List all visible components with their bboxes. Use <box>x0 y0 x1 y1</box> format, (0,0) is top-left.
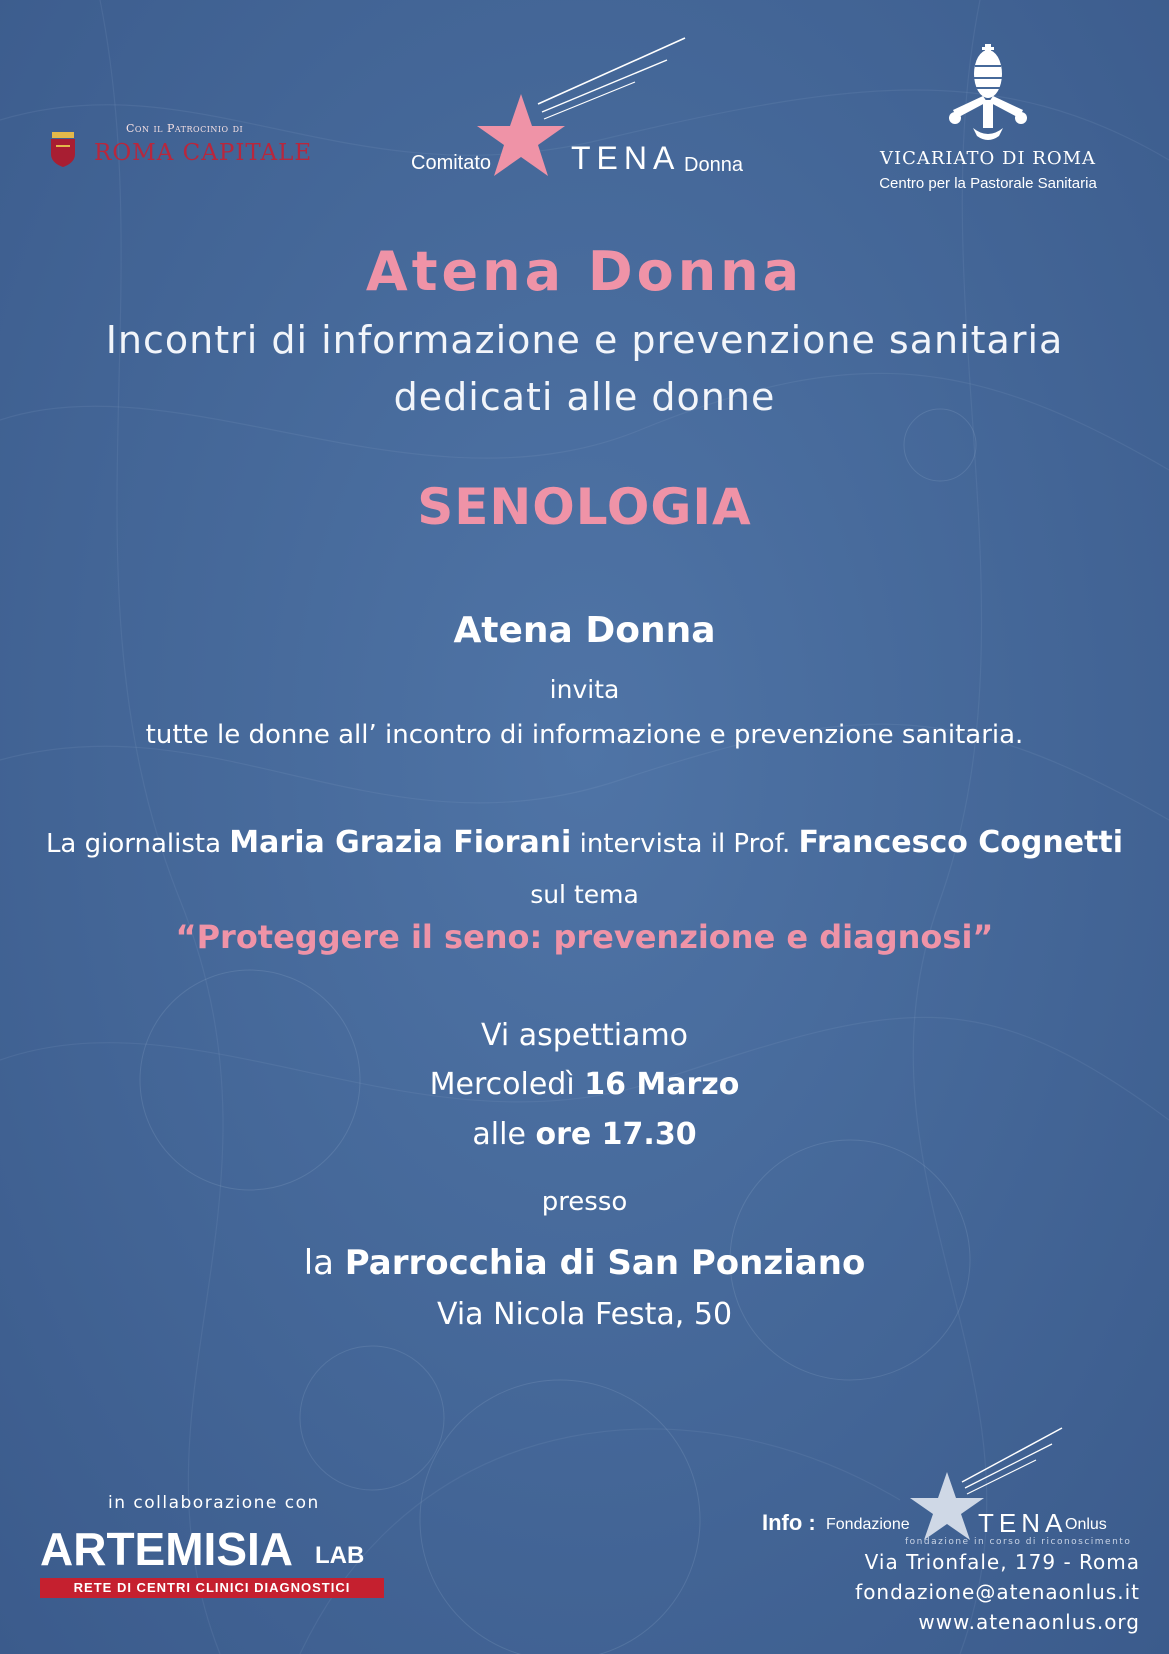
theme-title: “Proteggere il seno: prevenzione e diagnosi” <box>175 918 994 956</box>
comitato-atena-donna-logo <box>405 34 765 184</box>
info-block <box>760 1420 1140 1640</box>
journalist-name: Maria Grazia Fiorani <box>229 825 572 860</box>
collaboration-label: in collaborazione con <box>108 1493 320 1513</box>
info-address: Via Trionfale, 179 - Roma <box>864 1550 1140 1574</box>
fondazione-note: fondazione in corso di riconoscimento <box>905 1537 1132 1547</box>
vicariato-title: VICARIATO DI ROMA <box>879 148 1097 169</box>
welcome-text: Vi aspettiamo <box>480 1018 689 1053</box>
place-name: Parrocchia di San Ponziano <box>344 1243 866 1283</box>
artemisia-tagline: RETE DI CENTRI CLINICI DIAGNOSTICI <box>40 1578 384 1598</box>
event-time-prefix: alle <box>472 1117 526 1152</box>
series-subtitle-line1: Incontri di informazione e prevenzione sanitaria <box>105 318 1064 362</box>
host-name: Atena Donna <box>453 610 716 651</box>
comitato-text: Comitato <box>411 152 492 174</box>
donna-text: Donna <box>684 154 743 176</box>
fondazione-text: Fondazione <box>826 1516 910 1533</box>
series-subtitle-line2: dedicati alle donne <box>393 375 776 419</box>
place-prefix: la <box>303 1243 334 1283</box>
topic-heading: SENOLOGIA <box>417 478 752 536</box>
roma-crest-icon <box>48 130 78 168</box>
roma-capitale-logo <box>48 118 328 178</box>
invite-line: tutte le donne all’ incontro di informazione e prevenzione sanitaria. <box>145 720 1024 750</box>
event-address: Via Nicola Festa, 50 <box>436 1297 733 1332</box>
event-place <box>0 1243 1169 1283</box>
event-date <box>0 1067 1169 1102</box>
presso-text: presso <box>541 1187 628 1217</box>
journalist-prefix: La giornalista <box>45 829 222 859</box>
event-day: Mercoledì <box>429 1067 575 1102</box>
event-series-title: Atena Donna <box>365 240 804 303</box>
theme-label: sul tema <box>530 880 639 909</box>
interview-line <box>0 825 1169 860</box>
artemisia-lab-logo <box>40 1522 384 1600</box>
onlus-text: Onlus <box>1065 1516 1107 1533</box>
invita-text: invita <box>549 675 620 704</box>
tena-text: TENA <box>571 140 681 176</box>
roma-capitale-text: ROMA CAPITALE <box>94 140 313 166</box>
vicariato-logo <box>848 44 1128 194</box>
event-time <box>0 1117 1169 1152</box>
interview-mid: intervista il Prof. <box>579 829 791 859</box>
info-email[interactable]: fondazione@atenaonlus.it <box>855 1580 1140 1604</box>
fondazione-tena-text: TENA <box>978 1508 1068 1538</box>
artemisia-lab: LAB <box>315 1542 365 1569</box>
roma-patronage-text: Con il Patrocinio di <box>126 122 244 135</box>
info-label: Info : <box>762 1510 816 1535</box>
event-date-value: 16 Marzo <box>584 1067 740 1102</box>
vicariato-subtitle: Centro per la Pastorale Sanitaria <box>879 175 1097 192</box>
info-website[interactable]: www.atenaonlus.org <box>918 1610 1140 1634</box>
event-time-value: ore 17.30 <box>535 1117 697 1152</box>
artemisia-name: ARTEMISIA <box>40 1523 293 1575</box>
papal-emblem-icon <box>943 44 1033 144</box>
professor-name: Francesco Cognetti <box>798 825 1124 860</box>
